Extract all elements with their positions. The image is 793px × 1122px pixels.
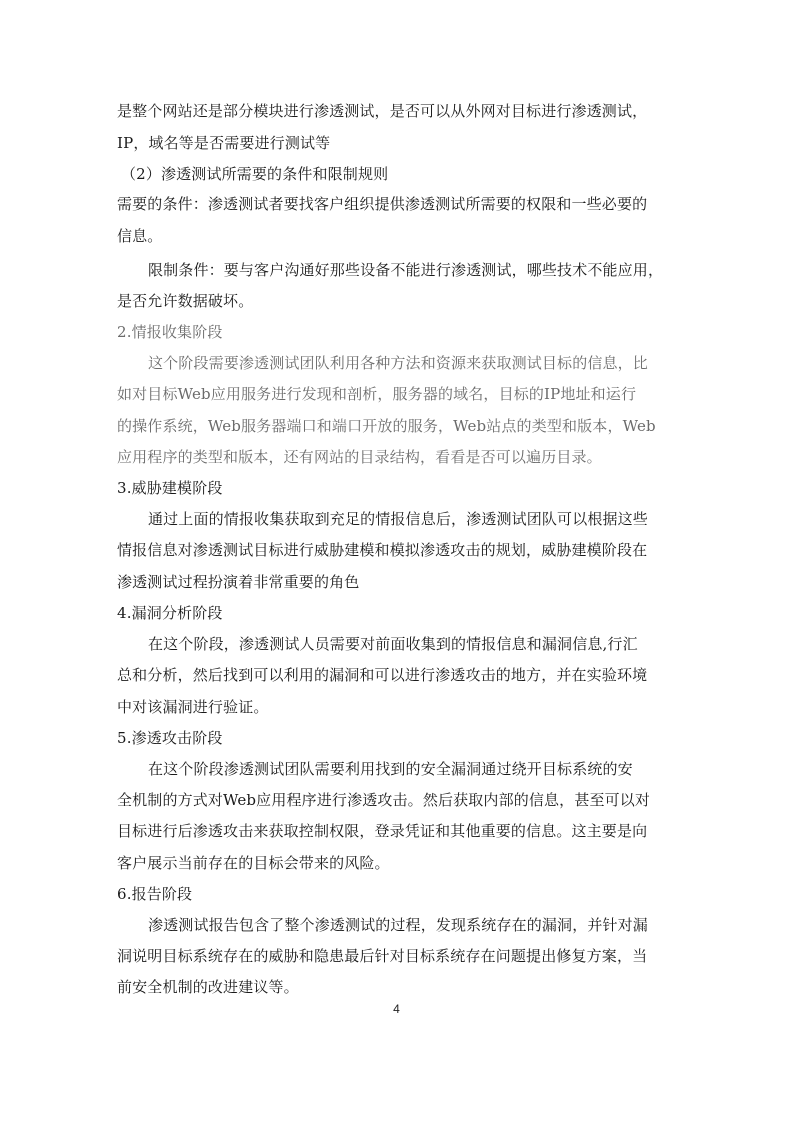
text-line: 如对目标Web应用服务进行发现和剖析，服务器的域名，目标的IP地址和运行 [117, 385, 637, 403]
text-line: 渗透测试过程扮演着非常重要的角色 [117, 573, 360, 591]
section-heading: 6.报告阶段 [117, 885, 193, 903]
text-line: 总和分析，然后找到可以利用的漏洞和可以进行渗透攻击的地方，并在实验环境 [117, 666, 648, 684]
text-line: 中对该漏洞进行验证。 [117, 698, 269, 716]
text-line: 客户展示当前存在的目标会带来的风险。 [117, 854, 390, 872]
text-line: 信息。 [117, 227, 163, 245]
section-heading: 2.情报收集阶段 [117, 323, 223, 341]
text-line: 限制条件：要与客户沟通好那些设备不能进行渗透测试，哪些技术不能应用， [148, 261, 664, 279]
text-line: 在这个阶段渗透测试团队需要利用找到的安全漏洞通过绕开目标系统的安 [148, 760, 633, 778]
text-line: 通过上面的情报收集获取到充足的情报信息后，渗透测试团队可以根据这些 [148, 510, 648, 528]
text-line: 全机制的方式对Web应用程序进行渗透攻击。然后获取内部的信息，甚至可以对 [117, 791, 651, 809]
text-line: 需要的条件：渗透测试者要找客户组织提供渗透测试所需要的权限和一些必要的 [117, 195, 648, 213]
section-heading: 5.渗透攻击阶段 [117, 729, 223, 747]
text-line: 渗透测试报告包含了整个渗透测试的过程，发现系统存在的漏洞，并针对漏 [148, 916, 648, 934]
section-heading: 3.威胁建模阶段 [117, 479, 223, 497]
text-line: 前安全机制的改进建议等。 [117, 978, 299, 996]
page-number: 4 [393, 1002, 400, 1016]
sub-heading: （2）渗透测试所需要的条件和限制规则 [121, 165, 389, 183]
text-line: 在这个阶段，渗透测试人员需要对前面收集到的情报信息和漏洞信息,行汇 [148, 635, 638, 653]
text-line: 洞说明目标系统存在的威胁和隐患最后针对目标系统存在问题提出修复方案，当 [117, 947, 648, 965]
text-line: 情报信息对渗透测试目标进行威胁建模和模拟渗透攻击的规划，威胁建模阶段在 [117, 541, 648, 559]
text-line: IP，域名等是否需要进行测试等 [117, 134, 331, 152]
text-line: 是否允许数据破坏。 [117, 292, 254, 310]
section-heading: 4.漏洞分析阶段 [117, 604, 223, 622]
text-line: 目标进行后渗透攻击来获取控制权限，登录凭证和其他重要的信息。这主要是向 [117, 822, 648, 840]
text-line: 是整个网站还是部分模块进行渗透测试，是否可以从外网对目标进行渗透测试， [117, 102, 648, 120]
text-line: 的操作系统，Web服务器端口和端口开放的服务，Web站点的类型和版本，Web [117, 417, 656, 435]
text-line: 应用程序的类型和版本，还有网站的目录结构，看看是否可以遍历目录。 [117, 448, 602, 466]
text-line: 这个阶段需要渗透测试团队利用各种方法和资源来获取测试目标的信息，比 [148, 354, 648, 372]
